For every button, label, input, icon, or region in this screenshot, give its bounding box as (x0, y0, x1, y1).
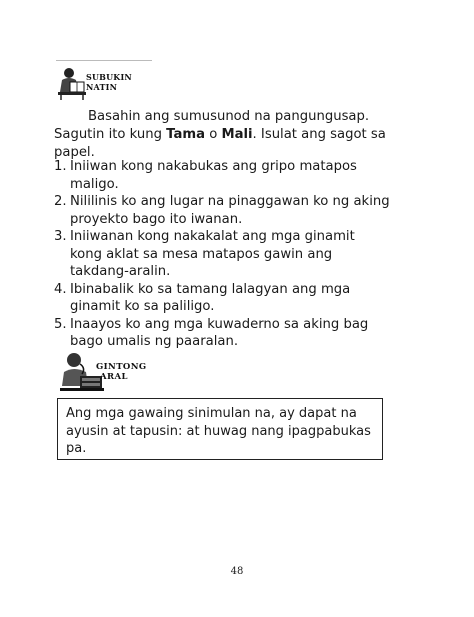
item-line: Iniiwanan kong nakakalat ang mga ginamit (70, 229, 355, 244)
instructions (54, 108, 394, 162)
instructions-line-3: papel. (54, 145, 95, 160)
item-line: Inaayos ko ang mga kuwaderno sa aking bag (70, 316, 369, 332)
aral-line: Ang mga gawaing sinimulan na, ay dapat na (66, 406, 357, 421)
reading-child-icon (56, 64, 90, 100)
section-label-gintong: GINTONG (96, 362, 147, 372)
instructions-line-1: Basahin ang sumusunod na pangungusap. (88, 109, 370, 124)
gintong-aral-box (57, 398, 383, 460)
page-number: 48 (230, 566, 244, 577)
instructions-line-2a: Sagutin ito kung (54, 127, 167, 142)
item-number: 2. (54, 194, 67, 209)
item-line: ginamit ko sa paliligo. (70, 299, 215, 314)
list-item (54, 228, 404, 281)
item-number: 4. (54, 281, 67, 297)
word-mali: Mali (221, 127, 253, 142)
header-rule (56, 60, 152, 61)
aral-line: ayusin at tapusin: at huwag nang ipagpabukas (66, 423, 371, 439)
item-line: bago umalis ng paaralan. (70, 334, 239, 349)
list-item (54, 316, 404, 351)
item-line: proyekto bago ito iwanan. (70, 211, 243, 227)
item-line: maligo. (70, 176, 119, 192)
item-number: 3. (54, 229, 67, 244)
list-item (54, 158, 404, 193)
item-line: Nililinis ko ang lugar na pinaggawan ko ng aking (70, 194, 390, 209)
item-line: takdang-aralin. (70, 264, 171, 279)
subukin-natin-header (56, 56, 156, 102)
list-item (54, 193, 404, 228)
item-number: 5. (54, 316, 67, 332)
gintong-aral-header (60, 350, 180, 400)
item-line: Iniiwan kong nakabukas ang gripo matapos (70, 159, 357, 174)
aral-line: pa. (66, 441, 87, 456)
list-item (54, 281, 404, 316)
section-label-aral: ARAL (100, 372, 128, 382)
instructions-line-2c: . Isulat ang sagot sa (252, 127, 386, 142)
item-number: 1. (54, 159, 67, 174)
section-label-subukin: SUBUKIN NATIN (86, 72, 132, 92)
item-line: kong aklat sa mesa matapos gawin ang (70, 246, 333, 262)
word-tama: Tama (166, 127, 206, 142)
statement-list (54, 158, 404, 351)
item-line: Ibinabalik ko sa tamang lalagyan ang mga (70, 281, 351, 297)
instructions-line-2b: o (205, 127, 222, 142)
